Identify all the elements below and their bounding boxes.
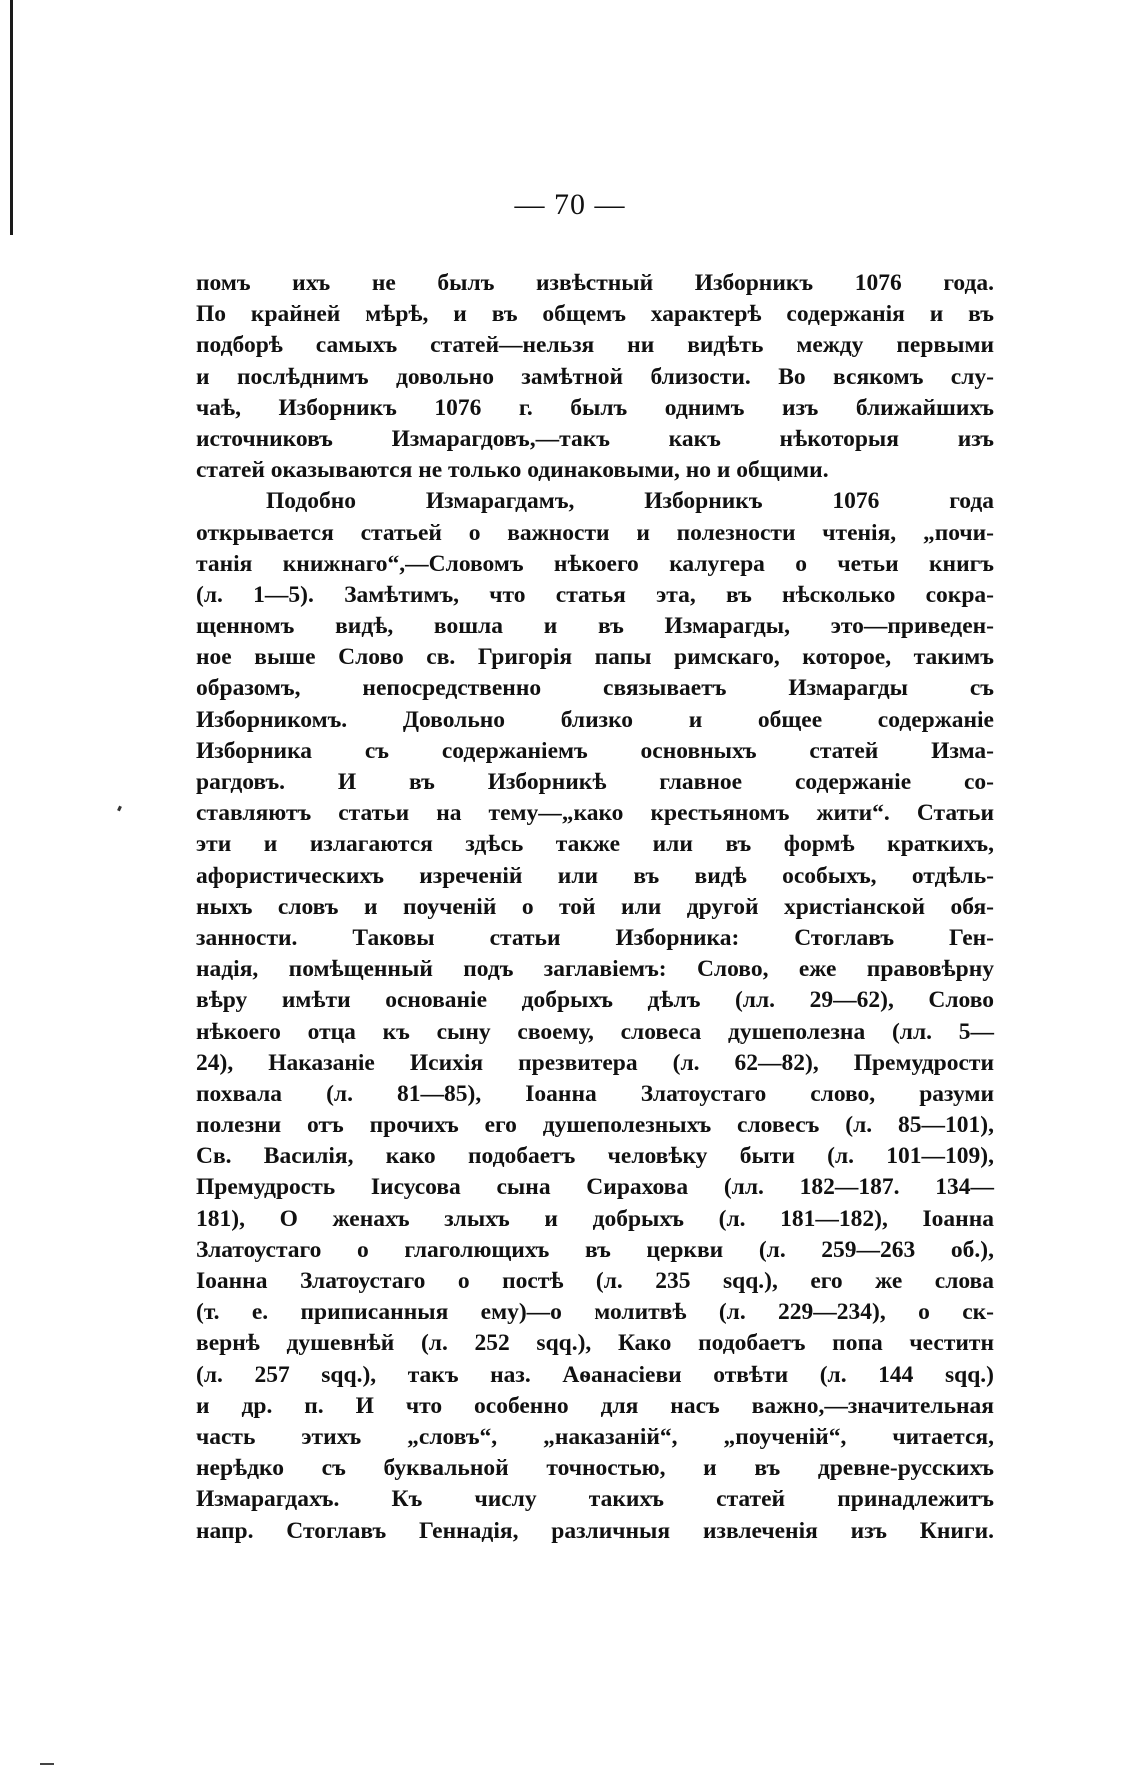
text-line: эти и излагаются здѣсь также или въ формѣ краткихъ, xyxy=(196,831,994,858)
text-line: щенномъ видѣ, вошла и въ Измарагды, это—приведен- xyxy=(196,613,994,640)
text-line: похвала (л. 81—85), Іоанна Златоустаго слово, разуми xyxy=(196,1080,994,1107)
text-line: 181), О женахъ злыхъ и добрыхъ (л. 181—182), Іоанна xyxy=(196,1205,994,1232)
text-line: танія книжнаго“,—Словомъ нѣкоего калугера о четьи книгъ xyxy=(196,550,994,577)
text-line: (л. 257 sqq.), такъ наз. Аѳанасіеви отвѣти (л. 144 sqq.) xyxy=(196,1361,994,1388)
text-line: Изборника съ содержаніемъ основныхъ статей Изма- xyxy=(196,737,994,764)
text-line: Премудрость Іисусова сына Сирахова (лл. 182—187. 134— xyxy=(196,1174,994,1201)
text-line: Изборникомъ. Довольно близко и общее содержаніе xyxy=(196,706,994,733)
text-line: чаѣ, Изборникъ 1076 г. былъ однимъ изъ ближайшихъ xyxy=(196,394,994,421)
text-line: помъ ихъ не былъ извѣстный Изборникъ 1076 года. xyxy=(196,270,994,296)
text-line: открывается статьей о важности и полезности чтенія, „почи- xyxy=(196,519,994,546)
text-line: вернѣ душевнѣй (л. 252 sqq.), Како подобаетъ попа честитн xyxy=(196,1330,994,1357)
text-line: подборѣ самыхъ статей—нельзя ни видѣть между первыми xyxy=(196,332,994,359)
body-text xyxy=(196,268,994,1547)
text-line: рагдовъ. И въ Изборникѣ главное содержаніе со- xyxy=(196,769,994,795)
text-line: полезни отъ прочихъ его душеполезныхъ словесъ (л. 85—101), xyxy=(196,1112,994,1139)
text-line: часть этихъ „словъ“, „наказаній“, „поученій“, читается, xyxy=(196,1423,994,1450)
text-line: образомъ, непосредственно связываетъ Измарагды съ xyxy=(196,675,994,702)
text-line: (л. 1—5). Замѣтимъ, что статья эта, въ нѣсколько сокра- xyxy=(196,581,994,608)
text-line: ставляютъ статьи на тему—„како крестьяномъ жити“. Статьи xyxy=(196,800,994,827)
stray-ink-mark xyxy=(117,806,122,812)
text-line: (т. е. приписанныя ему)—о молитвѣ (л. 229—234), о ск- xyxy=(196,1299,994,1326)
page-corner-mark xyxy=(40,1763,54,1765)
text-line: и др. п. И что особенно для насъ важно,—значительная xyxy=(196,1392,994,1419)
text-line: нѣкоего отца къ сыну своему, словеса душеполезна (лл. 5— xyxy=(196,1018,994,1045)
text-line: Подобно Измарагдамъ, Изборникъ 1076 года xyxy=(266,488,994,515)
text-line: Златоустаго о глаголющихъ въ церкви (л. 259—263 об.), xyxy=(196,1236,994,1263)
text-line: вѣру имѣти основаніе добрыхъ дѣлъ (лл. 29—62), Слово xyxy=(196,987,994,1014)
text-line: статей оказываются не только одинаковыми, но и общими. xyxy=(196,457,829,484)
text-line: ное выше Слово св. Григорія папы римскаго, которое, такимъ xyxy=(196,644,994,671)
text-line: напр. Стоглавъ Геннадія, различныя извлеченія изъ Книги. xyxy=(196,1517,994,1544)
text-line: По крайней мѣрѣ, и въ общемъ характерѣ содержанія и въ xyxy=(196,301,994,328)
text-line: 24), Наказаніе Исихія презвитера (л. 62—82), Премудрости xyxy=(196,1049,994,1076)
text-line: и послѣднимъ довольно замѣтной близости. Во всякомъ слу- xyxy=(196,363,994,390)
text-line: афористическихъ изреченій или въ видѣ особыхъ, отдѣль- xyxy=(196,862,994,889)
text-line: ныхъ словъ и поученій о той или другой христіанской обя- xyxy=(196,893,994,920)
text-line: нерѣдко съ буквальной точностью, и въ древне-русскихъ xyxy=(196,1455,994,1482)
page-number: — 70 — xyxy=(514,188,626,221)
text-line: занности. Таковы статьи Изборника: Стоглавъ Ген- xyxy=(196,924,994,951)
text-line: Іоанна Златоустаго о постѣ (л. 235 sqq.), его же слова xyxy=(196,1268,994,1294)
text-line: Св. Василія, како подобаетъ человѣку быти (л. 101—109), xyxy=(196,1143,994,1170)
text-line: Измарагдахъ. Къ числу такихъ статей принадлежитъ xyxy=(196,1486,994,1513)
text-line: источниковъ Измарагдовъ,—такъ какъ нѣкоторыя изъ xyxy=(196,425,994,452)
text-line: надія, помѣщенный подъ заглавіемъ: Слово, еже правовѣрну xyxy=(196,956,994,983)
